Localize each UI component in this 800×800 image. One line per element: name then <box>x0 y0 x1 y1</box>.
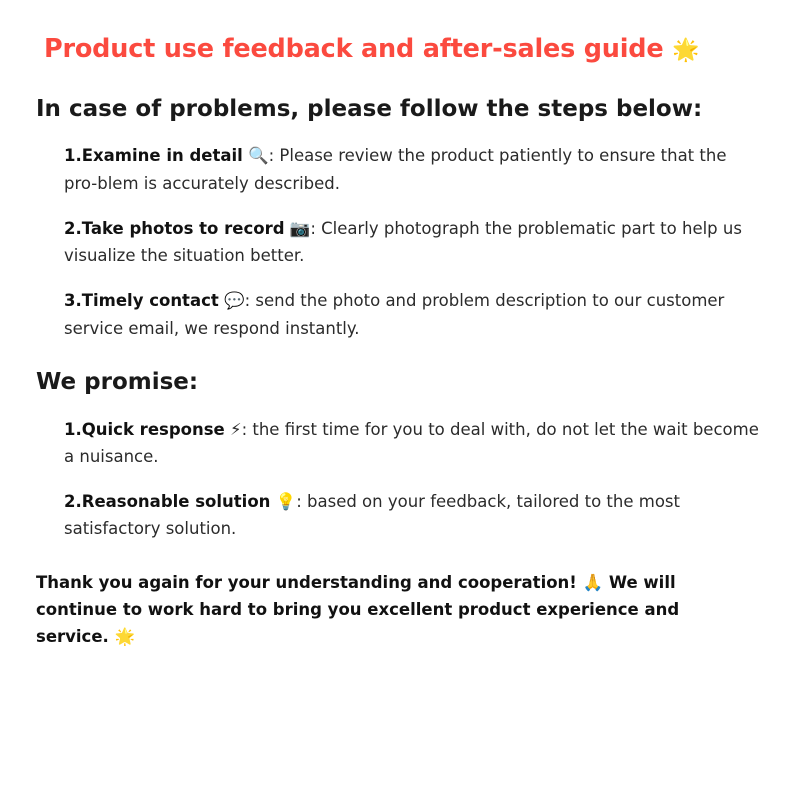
closing-paragraph <box>36 569 751 651</box>
page-title <box>44 34 764 65</box>
step-lead: 1.Examine in detail <box>64 146 243 166</box>
promise-lead: 1.Quick response <box>64 419 225 439</box>
closing-part-two: We will continue to work hard to bring you excellent product experience and service. <box>36 572 680 646</box>
magnifier-icon: 🔍 <box>248 146 269 166</box>
camera-icon: 📷 <box>289 218 311 238</box>
step-item <box>64 142 764 196</box>
step-lead: 3.Timely contact <box>64 291 219 311</box>
speech-bubble-icon: 💬 <box>224 291 245 311</box>
page-title-text: Product use feedback and after-sales guide <box>44 34 664 64</box>
step-lead: 2.Take photos to record <box>64 218 285 238</box>
step-item <box>64 215 764 269</box>
step-body: : send the photo and problem description to our customer service email, we respond instantly. <box>64 291 725 338</box>
promise-body: : based on your feedback, tailored to the most satisfactory solution. <box>64 492 680 539</box>
lightbulb-icon: 💡 <box>275 492 297 512</box>
star-icon: 🌟 <box>672 38 700 63</box>
closing-part-one: Thank you again for your understanding and cooperation! <box>36 572 577 592</box>
praying-hands-icon: 🙏 <box>582 572 604 592</box>
step-body: : Clearly photograph the problematic part to help us visualize the situation better. <box>64 218 742 266</box>
section-heading-promise: We promise: <box>36 368 199 395</box>
step-item <box>64 287 764 341</box>
promise-body: : the first time for you to deal with, do not let the wait become a nuisance. <box>64 419 759 466</box>
steps-list-problems <box>36 142 764 341</box>
star-icon: 🌟 <box>114 627 136 646</box>
promise-lead: 2.Reasonable solution <box>64 492 271 512</box>
lightning-icon: ⚡ <box>229 419 242 439</box>
promise-item <box>64 416 764 470</box>
step-body: : Please review the product patiently to ensure that the pro-blem is accurately described. <box>64 146 727 193</box>
steps-list-promise <box>36 416 764 543</box>
promise-item <box>64 488 764 542</box>
section-heading-problems: In case of problems, please follow the steps below: <box>36 95 703 122</box>
